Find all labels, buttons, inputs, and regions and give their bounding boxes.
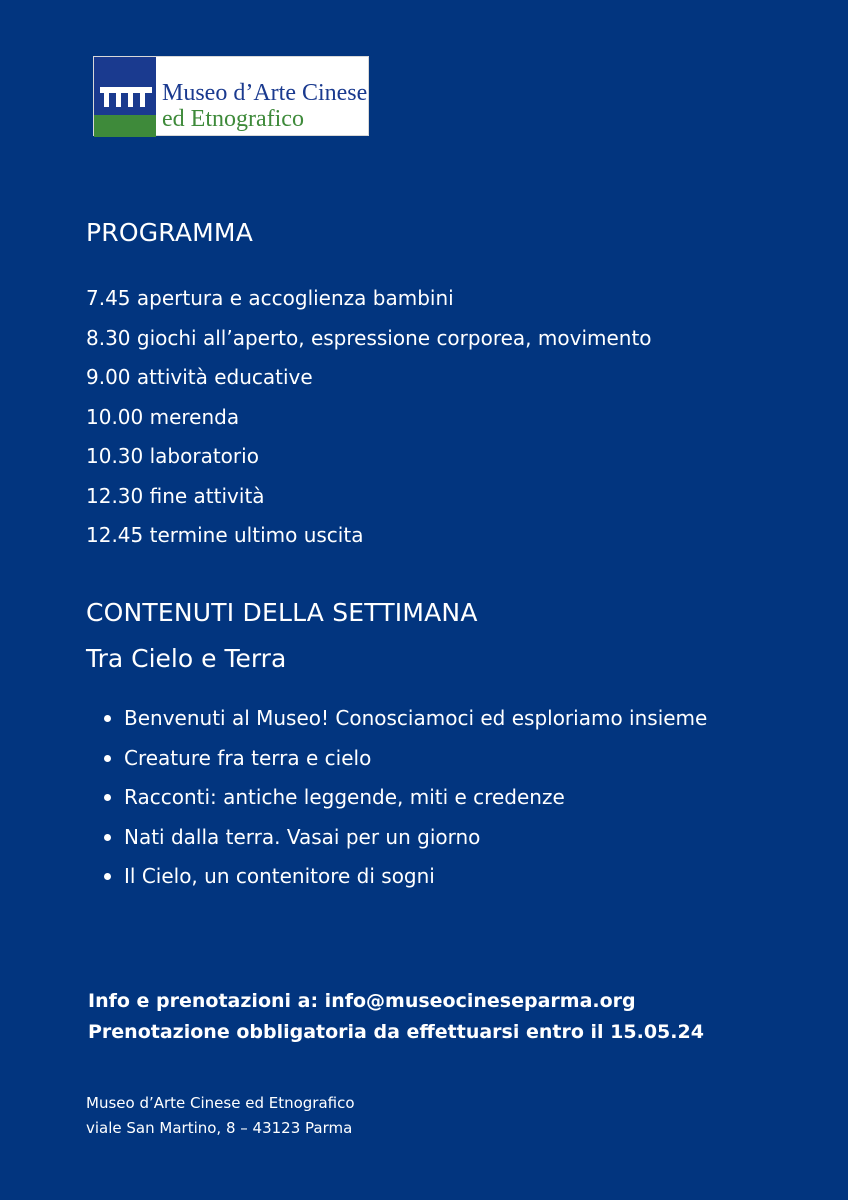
- schedule-item: 8.30 giochi all’aperto, espressione corporea, movimento: [86, 325, 652, 350]
- schedule-item: 9.00 attività educative: [86, 365, 313, 389]
- topics-list: [104, 704, 707, 902]
- topic-item: Nati dalla terra. Vasai per un giorno: [104, 823, 707, 863]
- logo-subtitle-visible: ed Etnografico: [162, 106, 304, 132]
- logo-mark: [94, 57, 156, 137]
- schedule-item: 12.45 termine ultimo uscita: [86, 523, 364, 547]
- footer-address: viale San Martino, 8 – 43123 Parma: [86, 1119, 353, 1137]
- schedule-item: 10.30 laboratorio: [86, 444, 259, 468]
- schedule-item: 12.30 fine attività: [86, 483, 265, 508]
- topic-item: Benvenuti al Museo! Conosciamoci ed esploriamo insieme: [104, 704, 707, 744]
- museum-logo: [93, 56, 369, 136]
- booking-deadline: Prenotazione obbligatoria da effettuarsi entro il 15.05.24: [88, 1021, 704, 1043]
- schedule-item: 10.00 merenda: [86, 404, 240, 429]
- contenuti-title: CONTENUTI DELLA SETTIMANA: [86, 598, 478, 627]
- schedule-list: [86, 284, 652, 561]
- week-theme: Tra Cielo e Terra: [86, 644, 287, 673]
- gate-icon: [94, 57, 156, 115]
- footer-museum-name: Museo d’Arte Cinese ed Etnografico: [86, 1094, 355, 1112]
- topic-item: Il Cielo, un contenitore di sogni: [104, 862, 707, 902]
- schedule-item: 7.45 apertura e accoglienza bambini: [86, 286, 454, 310]
- info-contact: Info e prenotazioni a: info@museocineseparma.org: [88, 990, 636, 1012]
- topic-item: Racconti: antiche leggende, miti e credenze: [104, 783, 707, 823]
- logo-title: Museo d’Arte Cinese: [162, 80, 368, 106]
- topic-item: Creature fra terra e cielo: [104, 744, 707, 784]
- programma-title: PROGRAMMA: [86, 218, 253, 247]
